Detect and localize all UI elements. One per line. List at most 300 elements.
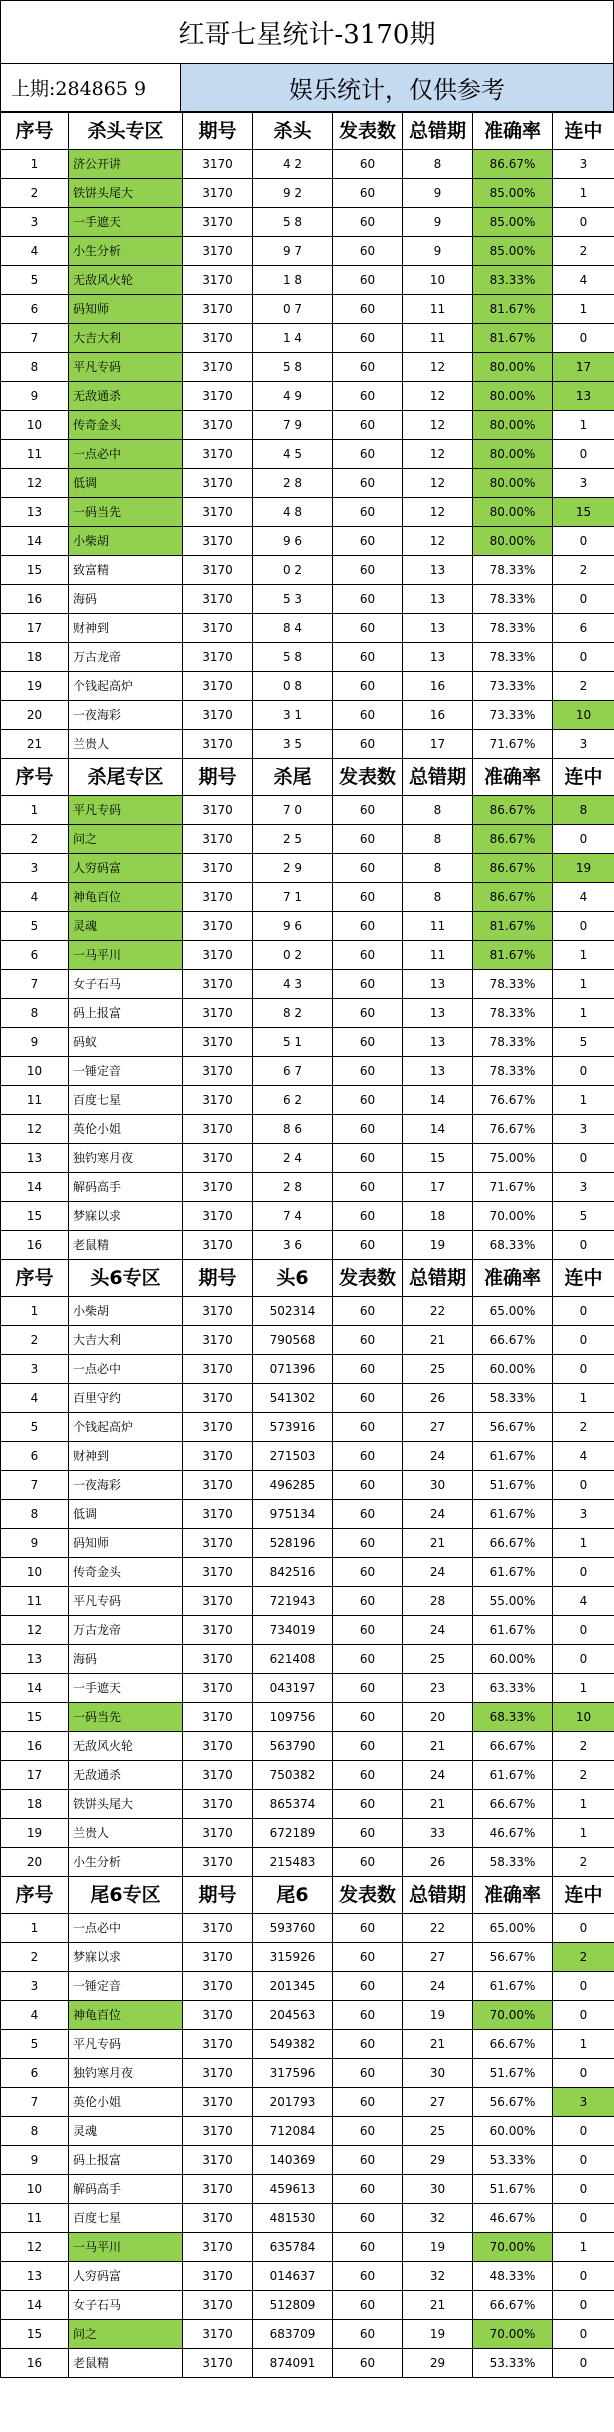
cell-prediction-value: 0 8 <box>253 672 333 701</box>
cell-predictor-name: 一码当先 <box>69 1703 183 1732</box>
cell-accuracy-rate: 71.67% <box>473 1173 553 1202</box>
cell-serial-number: 10 <box>1 2175 69 2204</box>
cell-accuracy-rate: 81.67% <box>473 295 553 324</box>
cell-predictor-name: 财神到 <box>69 1442 183 1471</box>
cell-accuracy-rate: 56.67% <box>473 1943 553 1972</box>
cell-serial-number: 13 <box>1 1144 69 1173</box>
cell-issue-number: 3170 <box>183 796 253 825</box>
cell-accuracy-rate: 75.00% <box>473 1144 553 1173</box>
cell-predictor-name: 一点必中 <box>69 1355 183 1384</box>
cell-prediction-value: 4 9 <box>253 382 333 411</box>
cell-predictor-name: 老鼠精 <box>69 2349 183 2378</box>
cell-predictor-name: 无敌通杀 <box>69 1761 183 1790</box>
table-row <box>1 1115 614 1144</box>
cell-predictor-name: 小生分析 <box>69 1848 183 1877</box>
cell-accuracy-rate: 70.00% <box>473 1202 553 1231</box>
cell-post-count: 60 <box>333 2146 403 2175</box>
column-header-serial-number: 序号 <box>1 759 69 796</box>
cell-total-misses: 8 <box>403 854 473 883</box>
cell-total-misses: 17 <box>403 730 473 759</box>
cell-post-count: 60 <box>333 2204 403 2233</box>
cell-win-streak: 3 <box>553 469 614 498</box>
cell-total-misses: 28 <box>403 1587 473 1616</box>
cell-issue-number: 3170 <box>183 1645 253 1674</box>
cell-serial-number: 16 <box>1 2349 69 2378</box>
cell-issue-number: 3170 <box>183 179 253 208</box>
cell-post-count: 60 <box>333 324 403 353</box>
cell-predictor-name: 济公开讲 <box>69 150 183 179</box>
cell-predictor-name: 解码高手 <box>69 2175 183 2204</box>
cell-prediction-value: 1 8 <box>253 266 333 295</box>
cell-issue-number: 3170 <box>183 1848 253 1877</box>
table-row <box>1 237 614 266</box>
cell-prediction-value: 750382 <box>253 1761 333 1790</box>
table-row <box>1 1972 614 2001</box>
cell-accuracy-rate: 78.33% <box>473 614 553 643</box>
cell-post-count: 60 <box>333 1972 403 2001</box>
cell-total-misses: 12 <box>403 498 473 527</box>
table-row <box>1 353 614 382</box>
cell-post-count: 60 <box>333 498 403 527</box>
cell-prediction-value: 481530 <box>253 2204 333 2233</box>
cell-prediction-value: 0 2 <box>253 556 333 585</box>
cell-prediction-value: 3 5 <box>253 730 333 759</box>
cell-win-streak: 17 <box>553 353 614 382</box>
cell-total-misses: 11 <box>403 941 473 970</box>
cell-prediction-value: 5 1 <box>253 1028 333 1057</box>
cell-serial-number: 5 <box>1 1413 69 1442</box>
section-header-row <box>1 1260 614 1297</box>
cell-total-misses: 11 <box>403 912 473 941</box>
cell-predictor-name: 女子石马 <box>69 970 183 999</box>
cell-accuracy-rate: 80.00% <box>473 498 553 527</box>
cell-post-count: 60 <box>333 2117 403 2146</box>
cell-prediction-value: 541302 <box>253 1384 333 1413</box>
cell-win-streak: 10 <box>553 1703 614 1732</box>
table-row <box>1 643 614 672</box>
column-header-post-count: 发表数 <box>333 113 403 150</box>
column-header-total-misses: 总错期 <box>403 1877 473 1914</box>
cell-prediction-value: 8 6 <box>253 1115 333 1144</box>
cell-prediction-value: 109756 <box>253 1703 333 1732</box>
cell-prediction-value: 7 1 <box>253 883 333 912</box>
cell-total-misses: 21 <box>403 2291 473 2320</box>
cell-predictor-name: 海码 <box>69 585 183 614</box>
table-row <box>1 208 614 237</box>
cell-serial-number: 5 <box>1 266 69 295</box>
cell-serial-number: 1 <box>1 796 69 825</box>
cell-accuracy-rate: 53.33% <box>473 2146 553 2175</box>
cell-predictor-name: 百度七星 <box>69 1086 183 1115</box>
cell-post-count: 60 <box>333 1558 403 1587</box>
cell-serial-number: 14 <box>1 1173 69 1202</box>
cell-serial-number: 1 <box>1 1297 69 1326</box>
cell-total-misses: 19 <box>403 1231 473 1260</box>
column-header-prediction-value: 杀尾 <box>253 759 333 796</box>
cell-accuracy-rate: 80.00% <box>473 440 553 469</box>
cell-accuracy-rate: 85.00% <box>473 237 553 266</box>
cell-issue-number: 3170 <box>183 1500 253 1529</box>
cell-predictor-name: 灵魂 <box>69 912 183 941</box>
cell-prediction-value: 496285 <box>253 1471 333 1500</box>
cell-prediction-value: 635784 <box>253 2233 333 2262</box>
cell-win-streak: 0 <box>553 2001 614 2030</box>
cell-post-count: 60 <box>333 1115 403 1144</box>
cell-accuracy-rate: 70.00% <box>473 2233 553 2262</box>
cell-total-misses: 8 <box>403 883 473 912</box>
cell-win-streak: 0 <box>553 1297 614 1326</box>
cell-prediction-value: 8 2 <box>253 999 333 1028</box>
cell-total-misses: 12 <box>403 353 473 382</box>
cell-win-streak: 4 <box>553 266 614 295</box>
cell-post-count: 60 <box>333 2001 403 2030</box>
cell-post-count: 60 <box>333 701 403 730</box>
cell-predictor-name: 传奇金头 <box>69 411 183 440</box>
cell-win-streak: 8 <box>553 796 614 825</box>
cell-prediction-value: 512809 <box>253 2291 333 2320</box>
cell-total-misses: 19 <box>403 2233 473 2262</box>
cell-serial-number: 12 <box>1 1616 69 1645</box>
cell-issue-number: 3170 <box>183 1297 253 1326</box>
cell-total-misses: 26 <box>403 1384 473 1413</box>
column-header-total-misses: 总错期 <box>403 759 473 796</box>
cell-win-streak: 0 <box>553 1326 614 1355</box>
section-header-row <box>1 759 614 796</box>
cell-post-count: 60 <box>333 1326 403 1355</box>
cell-accuracy-rate: 86.67% <box>473 883 553 912</box>
cell-post-count: 60 <box>333 1028 403 1057</box>
cell-post-count: 60 <box>333 941 403 970</box>
cell-issue-number: 3170 <box>183 411 253 440</box>
cell-serial-number: 16 <box>1 1732 69 1761</box>
cell-total-misses: 11 <box>403 295 473 324</box>
cell-total-misses: 23 <box>403 1674 473 1703</box>
cell-prediction-value: 5 3 <box>253 585 333 614</box>
cell-accuracy-rate: 81.67% <box>473 941 553 970</box>
cell-win-streak: 0 <box>553 2204 614 2233</box>
cell-prediction-value: 502314 <box>253 1297 333 1326</box>
cell-post-count: 60 <box>333 208 403 237</box>
cell-total-misses: 24 <box>403 1500 473 1529</box>
table-row <box>1 1529 614 1558</box>
column-header-prediction-value: 头6 <box>253 1260 333 1297</box>
cell-serial-number: 8 <box>1 999 69 1028</box>
cell-predictor-name: 一点必中 <box>69 440 183 469</box>
table-row <box>1 1790 614 1819</box>
cell-issue-number: 3170 <box>183 1790 253 1819</box>
cell-win-streak: 1 <box>553 295 614 324</box>
cell-predictor-name: 低调 <box>69 1500 183 1529</box>
cell-total-misses: 20 <box>403 1703 473 1732</box>
cell-win-streak: 0 <box>553 1558 614 1587</box>
cell-predictor-name: 一马平川 <box>69 2233 183 2262</box>
cell-accuracy-rate: 78.33% <box>473 585 553 614</box>
cell-issue-number: 3170 <box>183 150 253 179</box>
cell-serial-number: 7 <box>1 324 69 353</box>
cell-predictor-name: 独钓寒月夜 <box>69 2059 183 2088</box>
cell-total-misses: 21 <box>403 1790 473 1819</box>
cell-post-count: 60 <box>333 1732 403 1761</box>
cell-prediction-value: 528196 <box>253 1529 333 1558</box>
cell-predictor-name: 小柴胡 <box>69 1297 183 1326</box>
cell-accuracy-rate: 73.33% <box>473 701 553 730</box>
cell-issue-number: 3170 <box>183 295 253 324</box>
cell-predictor-name: 神龟百位 <box>69 2001 183 2030</box>
cell-prediction-value: 6 7 <box>253 1057 333 1086</box>
cell-win-streak: 0 <box>553 912 614 941</box>
cell-total-misses: 12 <box>403 527 473 556</box>
cell-accuracy-rate: 85.00% <box>473 179 553 208</box>
cell-issue-number: 3170 <box>183 2175 253 2204</box>
column-header-post-count: 发表数 <box>333 1260 403 1297</box>
table-row <box>1 1231 614 1260</box>
cell-accuracy-rate: 86.67% <box>473 150 553 179</box>
cell-accuracy-rate: 80.00% <box>473 469 553 498</box>
cell-prediction-value: 043197 <box>253 1674 333 1703</box>
cell-issue-number: 3170 <box>183 2001 253 2030</box>
cell-predictor-name: 码知师 <box>69 295 183 324</box>
table-row <box>1 1028 614 1057</box>
cell-accuracy-rate: 56.67% <box>473 2088 553 2117</box>
cell-post-count: 60 <box>333 1231 403 1260</box>
table-row <box>1 179 614 208</box>
cell-predictor-name: 无敌通杀 <box>69 382 183 411</box>
cell-post-count: 60 <box>333 1202 403 1231</box>
cell-predictor-name: 码蚁 <box>69 1028 183 1057</box>
cell-post-count: 60 <box>333 1173 403 1202</box>
cell-issue-number: 3170 <box>183 585 253 614</box>
table-row <box>1 1703 614 1732</box>
cell-serial-number: 12 <box>1 469 69 498</box>
cell-predictor-name: 无敌风火轮 <box>69 266 183 295</box>
cell-issue-number: 3170 <box>183 1057 253 1086</box>
cell-total-misses: 14 <box>403 1086 473 1115</box>
cell-issue-number: 3170 <box>183 614 253 643</box>
cell-accuracy-rate: 60.00% <box>473 1355 553 1384</box>
cell-issue-number: 3170 <box>183 382 253 411</box>
cell-serial-number: 9 <box>1 1028 69 1057</box>
column-header-predictor-name: 杀头专区 <box>69 113 183 150</box>
cell-accuracy-rate: 83.33% <box>473 266 553 295</box>
cell-serial-number: 2 <box>1 1943 69 1972</box>
column-header-win-streak: 连中 <box>553 1260 614 1297</box>
table-row <box>1 2088 614 2117</box>
cell-predictor-name: 码上报富 <box>69 999 183 1028</box>
cell-post-count: 60 <box>333 1703 403 1732</box>
table-row <box>1 2059 614 2088</box>
table-row <box>1 150 614 179</box>
cell-win-streak: 0 <box>553 1355 614 1384</box>
cell-serial-number: 21 <box>1 730 69 759</box>
table-row <box>1 999 614 1028</box>
cell-post-count: 60 <box>333 2030 403 2059</box>
cell-accuracy-rate: 53.33% <box>473 2349 553 2378</box>
cell-accuracy-rate: 65.00% <box>473 1297 553 1326</box>
cell-win-streak: 3 <box>553 150 614 179</box>
cell-total-misses: 29 <box>403 2146 473 2175</box>
cell-win-streak: 13 <box>553 382 614 411</box>
table-row <box>1 854 614 883</box>
cell-accuracy-rate: 78.33% <box>473 1028 553 1057</box>
cell-issue-number: 3170 <box>183 1326 253 1355</box>
cell-issue-number: 3170 <box>183 1442 253 1471</box>
cell-accuracy-rate: 70.00% <box>473 2320 553 2349</box>
table-row <box>1 1057 614 1086</box>
cell-accuracy-rate: 61.67% <box>473 1442 553 1471</box>
cell-win-streak: 15 <box>553 498 614 527</box>
cell-post-count: 60 <box>333 382 403 411</box>
cell-serial-number: 6 <box>1 941 69 970</box>
cell-total-misses: 13 <box>403 1057 473 1086</box>
cell-serial-number: 2 <box>1 825 69 854</box>
cell-win-streak: 0 <box>553 1057 614 1086</box>
column-header-serial-number: 序号 <box>1 1877 69 1914</box>
cell-accuracy-rate: 86.67% <box>473 825 553 854</box>
cell-issue-number: 3170 <box>183 643 253 672</box>
cell-issue-number: 3170 <box>183 2233 253 2262</box>
cell-serial-number: 8 <box>1 2117 69 2146</box>
cell-serial-number: 4 <box>1 2001 69 2030</box>
cell-serial-number: 2 <box>1 179 69 208</box>
stats-table-body <box>1 113 614 2378</box>
cell-accuracy-rate: 66.67% <box>473 1732 553 1761</box>
cell-post-count: 60 <box>333 825 403 854</box>
cell-win-streak: 0 <box>553 1972 614 2001</box>
cell-issue-number: 3170 <box>183 970 253 999</box>
table-row <box>1 1914 614 1943</box>
cell-accuracy-rate: 80.00% <box>473 353 553 382</box>
cell-win-streak: 1 <box>553 1384 614 1413</box>
cell-post-count: 60 <box>333 912 403 941</box>
cell-prediction-value: 672189 <box>253 1819 333 1848</box>
cell-issue-number: 3170 <box>183 2030 253 2059</box>
cell-issue-number: 3170 <box>183 1587 253 1616</box>
cell-issue-number: 3170 <box>183 1173 253 1202</box>
cell-prediction-value: 621408 <box>253 1645 333 1674</box>
column-header-win-streak: 连中 <box>553 1877 614 1914</box>
cell-serial-number: 11 <box>1 1086 69 1115</box>
cell-accuracy-rate: 80.00% <box>473 527 553 556</box>
cell-prediction-value: 9 2 <box>253 179 333 208</box>
table-row <box>1 1144 614 1173</box>
cell-accuracy-rate: 86.67% <box>473 854 553 883</box>
cell-accuracy-rate: 46.67% <box>473 2204 553 2233</box>
cell-total-misses: 14 <box>403 1115 473 1144</box>
cell-serial-number: 10 <box>1 411 69 440</box>
cell-predictor-name: 人穷码富 <box>69 2262 183 2291</box>
cell-win-streak: 1 <box>553 1819 614 1848</box>
cell-serial-number: 3 <box>1 1355 69 1384</box>
table-row <box>1 1616 614 1645</box>
cell-issue-number: 3170 <box>183 825 253 854</box>
cell-predictor-name: 海码 <box>69 1645 183 1674</box>
cell-issue-number: 3170 <box>183 2320 253 2349</box>
cell-serial-number: 13 <box>1 498 69 527</box>
cell-win-streak: 0 <box>553 2320 614 2349</box>
cell-serial-number: 6 <box>1 1442 69 1471</box>
cell-predictor-name: 问之 <box>69 825 183 854</box>
cell-predictor-name: 兰贵人 <box>69 1819 183 1848</box>
cell-accuracy-rate: 78.33% <box>473 1057 553 1086</box>
cell-accuracy-rate: 85.00% <box>473 208 553 237</box>
cell-total-misses: 9 <box>403 237 473 266</box>
cell-total-misses: 21 <box>403 1732 473 1761</box>
cell-predictor-name: 问之 <box>69 2320 183 2349</box>
cell-predictor-name: 平凡专码 <box>69 796 183 825</box>
cell-prediction-value: 9 6 <box>253 527 333 556</box>
cell-issue-number: 3170 <box>183 2059 253 2088</box>
cell-total-misses: 13 <box>403 1028 473 1057</box>
cell-win-streak: 3 <box>553 1500 614 1529</box>
cell-serial-number: 20 <box>1 701 69 730</box>
column-header-issue-number: 期号 <box>183 1877 253 1914</box>
cell-issue-number: 3170 <box>183 237 253 266</box>
column-header-total-misses: 总错期 <box>403 113 473 150</box>
cell-accuracy-rate: 51.67% <box>473 2059 553 2088</box>
cell-prediction-value: 874091 <box>253 2349 333 2378</box>
cell-predictor-name: 独钓寒月夜 <box>69 1144 183 1173</box>
cell-prediction-value: 3 1 <box>253 701 333 730</box>
cell-post-count: 60 <box>333 1914 403 1943</box>
cell-prediction-value: 842516 <box>253 1558 333 1587</box>
cell-post-count: 60 <box>333 150 403 179</box>
table-row <box>1 1297 614 1326</box>
cell-predictor-name: 平凡专码 <box>69 1587 183 1616</box>
cell-win-streak: 0 <box>553 440 614 469</box>
table-row <box>1 941 614 970</box>
column-header-prediction-value: 杀头 <box>253 113 333 150</box>
cell-post-count: 60 <box>333 1500 403 1529</box>
column-header-post-count: 发表数 <box>333 1877 403 1914</box>
cell-issue-number: 3170 <box>183 2291 253 2320</box>
cell-prediction-value: 0 2 <box>253 941 333 970</box>
section-header-row <box>1 113 614 150</box>
cell-post-count: 60 <box>333 266 403 295</box>
cell-predictor-name: 百度七星 <box>69 2204 183 2233</box>
column-header-predictor-name: 杀尾专区 <box>69 759 183 796</box>
cell-post-count: 60 <box>333 1819 403 1848</box>
cell-issue-number: 3170 <box>183 1413 253 1442</box>
cell-total-misses: 13 <box>403 614 473 643</box>
cell-serial-number: 12 <box>1 2233 69 2262</box>
cell-total-misses: 13 <box>403 585 473 614</box>
cell-issue-number: 3170 <box>183 912 253 941</box>
previous-result: 上期:284865 9 <box>1 64 181 111</box>
cell-serial-number: 1 <box>1 1914 69 1943</box>
cell-predictor-name: 铁饼头尾大 <box>69 1790 183 1819</box>
cell-predictor-name: 致富精 <box>69 556 183 585</box>
cell-post-count: 60 <box>333 1848 403 1877</box>
cell-post-count: 60 <box>333 440 403 469</box>
table-row <box>1 2291 614 2320</box>
cell-accuracy-rate: 56.67% <box>473 1413 553 1442</box>
table-row <box>1 527 614 556</box>
cell-prediction-value: 071396 <box>253 1355 333 1384</box>
cell-win-streak: 2 <box>553 1761 614 1790</box>
cell-accuracy-rate: 46.67% <box>473 1819 553 1848</box>
cell-total-misses: 30 <box>403 1471 473 1500</box>
cell-post-count: 60 <box>333 2349 403 2378</box>
cell-accuracy-rate: 70.00% <box>473 2001 553 2030</box>
cell-issue-number: 3170 <box>183 1471 253 1500</box>
column-header-serial-number: 序号 <box>1 1260 69 1297</box>
cell-post-count: 60 <box>333 2262 403 2291</box>
cell-total-misses: 27 <box>403 1943 473 1972</box>
cell-predictor-name: 万古龙帝 <box>69 643 183 672</box>
cell-total-misses: 9 <box>403 179 473 208</box>
cell-serial-number: 7 <box>1 970 69 999</box>
cell-serial-number: 14 <box>1 527 69 556</box>
